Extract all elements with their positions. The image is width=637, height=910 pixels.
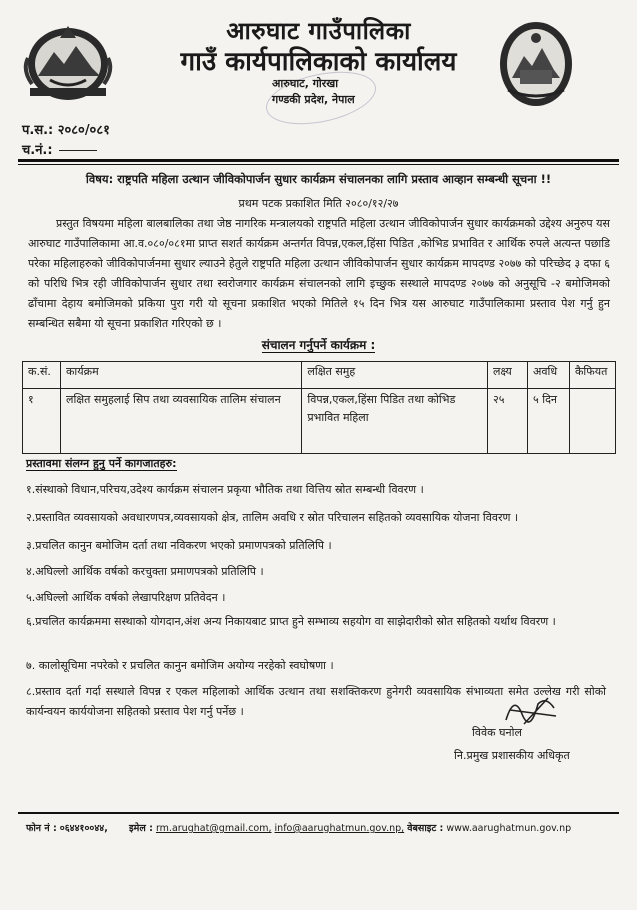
office-subtitle: गाउँ कार्यपालिकाको कार्यालय bbox=[180, 47, 457, 77]
email-label: इमेल : bbox=[129, 823, 153, 834]
phone-label: फोन नं : bbox=[26, 823, 57, 834]
program-table bbox=[22, 361, 616, 454]
table-header-row bbox=[23, 362, 616, 389]
cell-target-group: विपन्न,एकल,हिंसा पिडित तथा कोभिड प्रभावित महिला bbox=[302, 389, 488, 454]
notice-subject: विषय: राष्ट्रपति महिला उत्थान जीविकोपार्जन सुधार कार्यक्रम संचालनका लागि प्रस्ताव आव्हान सम्बन्धी सूचना !! bbox=[85, 172, 552, 186]
signatory-designation: नि.प्रमुख प्रशासकीय अधिकृत bbox=[454, 749, 570, 762]
cell-program: लक्षित समुहलाई सिप तथा व्यवसायिक तालिम संचालन bbox=[60, 389, 301, 454]
col-header-program: कार्यक्रम bbox=[60, 362, 301, 389]
signature-mark bbox=[500, 690, 562, 730]
dispatch-number bbox=[22, 140, 97, 158]
email-link-primary[interactable]: rm.arughat@gmail.com, bbox=[155, 823, 272, 834]
list-item: ६.प्रचलित कार्यक्रममा सस्थाको योगदान,अंश अन्य निकायबाट प्राप्त हुने सम्भाव्य सहयोग वा साझेदारीको स्रोत सहितको यर्थाथ विवरण । bbox=[26, 615, 556, 628]
col-header-serial: क.सं. bbox=[23, 362, 61, 389]
dispatch-number-blank bbox=[59, 150, 97, 151]
address-province: गण्डकी प्रदेश, नेपाल bbox=[272, 93, 355, 106]
col-header-remarks: कैफियत bbox=[569, 362, 615, 389]
email-link-info[interactable]: info@aarughatmun.gov.np, bbox=[274, 823, 405, 834]
signatory-name: विवेक घनोल bbox=[472, 726, 522, 739]
list-item: २.प्रस्तावित व्यवसायको अवधारणपत्र,व्यवसायको क्षेत्र, तालिम अवधि र स्रोत परिचालन सहितको व्यवसायिक योजना विवरण । bbox=[26, 511, 519, 524]
documents-heading bbox=[26, 456, 177, 471]
notice-body: प्रस्तुत विषयमा महिला बालबालिका तथा जेष्ठ नागरिक मन्त्रालयको राष्ट्रपति महिला उत्थान जीविकोपार्जन सुधार कार्यक्रमको उद्देश्य अनुरुप यस आरुघाट गाउँपालिकामा आ.व.०८०/०८१मा प्राप्त सशर्त कार्यक्रम अन्तर्गत विपन्न,एकल,हिंसा पिडित ,कोभिड प्रभावित र आर्थिक रुपले अत्यन्त पछाडि परेका महिलाहरुको जीविकोपार्जनमा सुधार ल्याउने हेतुले राष्ट्रपति महिला उत्थान जीविकोपार्जन सुधार कार्यक्रम मापदण्ड २०७७ को परिच्छेद ३ दफा ६ को परिधि भित्र रही जीविकोपार्जन सुधार तथा स्वरोजगार कार्यक्रम संचालनको लागि इच्छुक सस्थाले मापदण्ड २०७७ को अनुसूचि -२ बमोजिमको ढाँचामा देहाय बमोजिमको प्रकिया पुरा गरी यो सूचना प्रकाशित भएको मितिले १५ दिन भित्र यस आरुघाट गाउँपालिकामा प्रस्ताव पेश गर्नु हुन सम्बन्धित सबैमा यो सूचना प्रकाशित गरिएको छ । bbox=[28, 217, 610, 330]
cell-serial: १ bbox=[23, 389, 61, 454]
cell-target: २५ bbox=[488, 389, 528, 454]
program-heading-text: संचालन गर्नुपर्ने कार्यक्रम : bbox=[261, 338, 376, 352]
dispatch-number-label: च.नं.: bbox=[22, 143, 53, 158]
header-divider bbox=[18, 159, 619, 162]
header-divider-thin bbox=[18, 164, 619, 165]
documents-heading-text: प्रस्तावमा संलग्न हुनु पर्ने कागजातहरु: bbox=[26, 457, 177, 470]
phone-number: ०६४४१००४४, bbox=[59, 823, 108, 834]
col-header-duration: अवधि bbox=[528, 362, 570, 389]
list-item: ३.प्रचलित कानुन बमोजिम दर्ता तथा नविकरण भएको प्रमाणपत्रको प्रतिलिपि । bbox=[26, 539, 332, 552]
list-item: ७. कालोसूचिमा नपरेको र प्रचलित कानुन बमोजिम अयोग्य नरहेको स्वघोषणा । bbox=[26, 659, 334, 672]
office-title: आरुघाट गाउँपालिका bbox=[226, 17, 411, 45]
table-row bbox=[23, 389, 616, 454]
address-district: आरुघाट, गोरखा bbox=[272, 77, 339, 90]
website-label: वेबसाइट : bbox=[407, 823, 444, 834]
list-item: ८.प्रस्ताव दर्ता गर्दा सस्थाले विपन्न र एकल महिलाको आर्थिक उत्थान तथा सशक्तिकरण हुनेगरी व्यवसायिक संभाव्यता समेत उल्लेख गरी सोको कार्यन्वयन कार्ययोजना सहितको प्रस्ताव पेश गर्नु पर्नेछ । bbox=[26, 685, 606, 718]
cell-duration: ५ दिन bbox=[528, 389, 570, 454]
list-item: ४.अघिल्लो आर्थिक वर्षको करचुक्ता प्रमाणपत्रको प्रतिलिपि । bbox=[26, 565, 264, 578]
footer-divider bbox=[18, 812, 619, 814]
program-heading bbox=[0, 336, 637, 353]
cell-remarks bbox=[569, 389, 615, 454]
published-date: प्रथम पटक प्रकाशित मिति २०८०/१२/२७ bbox=[238, 197, 399, 210]
website-link[interactable]: www.aarughatmun.gov.np bbox=[446, 823, 572, 834]
col-header-target: लक्ष्य bbox=[488, 362, 528, 389]
list-item: ५.अघिल्लो आर्थिक वर्षको लेखापरिक्षण प्रतिवेदन । bbox=[26, 591, 226, 604]
letter-number: प.स.: २०८०/०८१ bbox=[22, 123, 110, 138]
col-header-target-group: लक्षित समुह bbox=[302, 362, 488, 389]
footer-contact bbox=[26, 821, 571, 834]
list-item: १.संस्थाको विधान,परिचय,उदेश्य कार्यक्रम संचालन प्रकृया भौतिक तथा वित्तिय स्रोत सम्बन्धी विवरण । bbox=[26, 483, 424, 496]
